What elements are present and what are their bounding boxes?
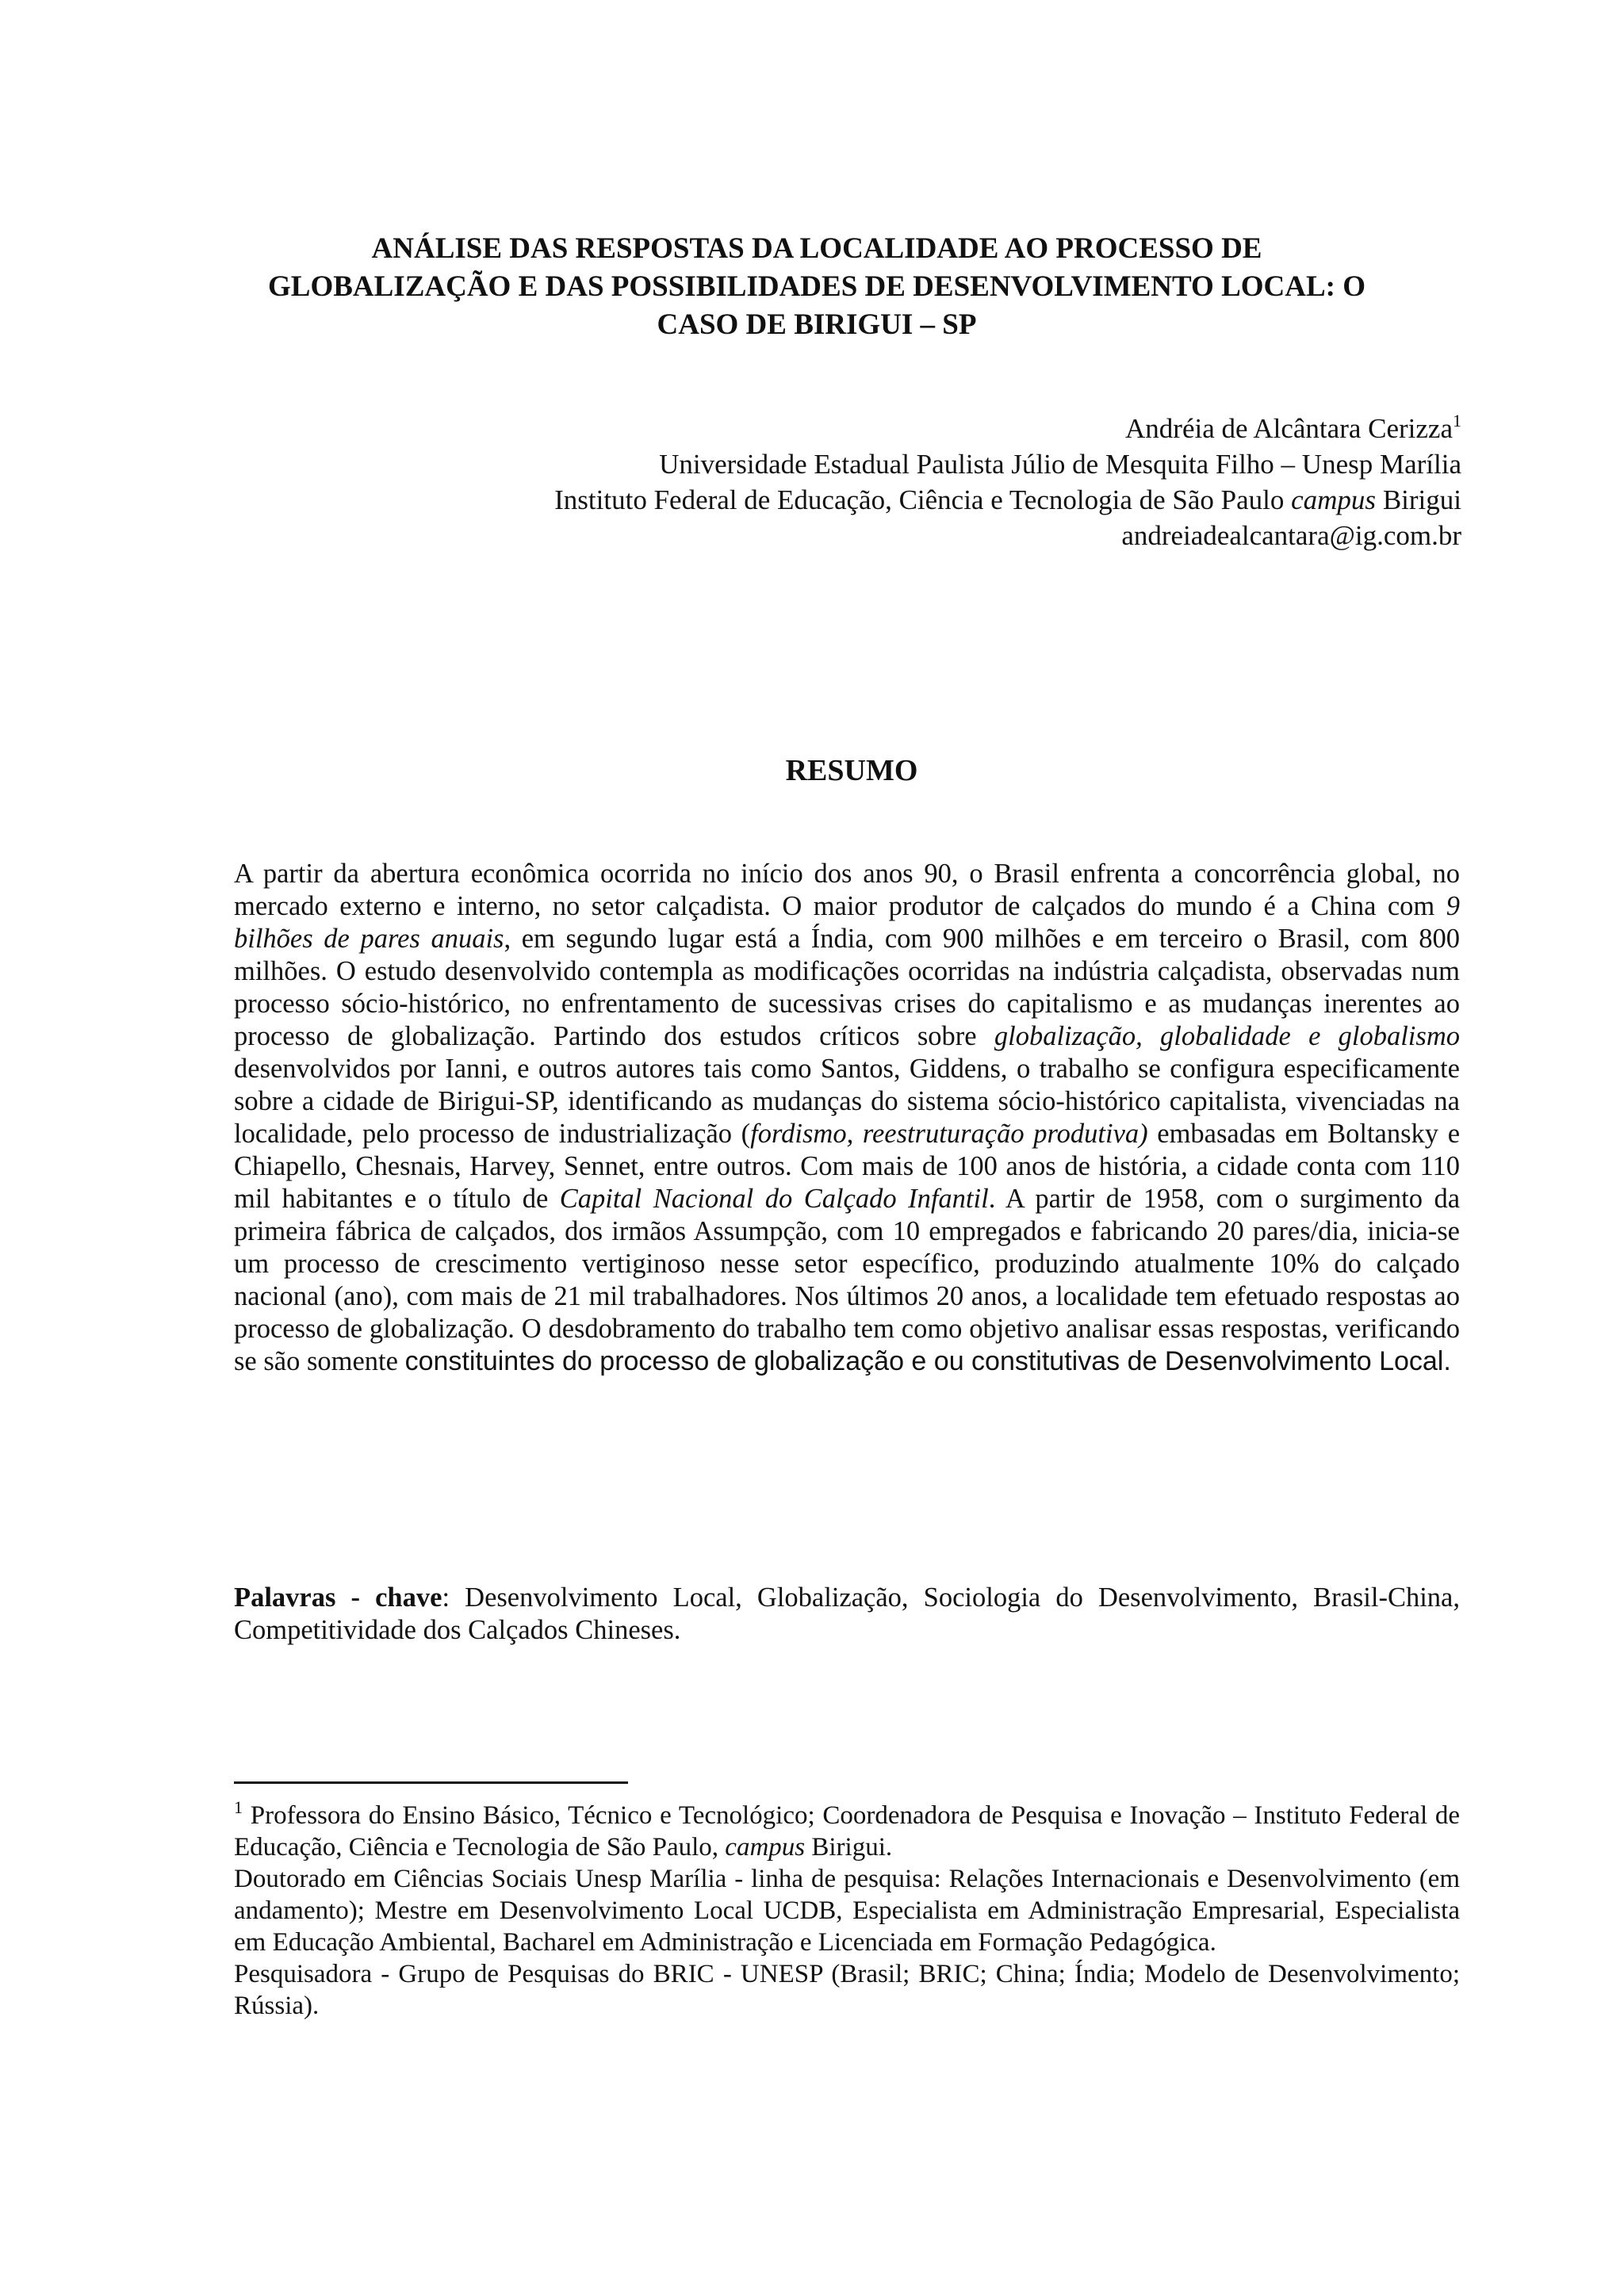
title-line-1: ANÁLISE DAS RESPOSTAS DA LOCALIDADE AO PROCESSO DE bbox=[371, 232, 1262, 265]
footnote-paragraph-3: Pesquisadora - Grupo de Pesquisas do BRIC - UNESP (Brasil; BRIC; China; Índia; Modelo de Desenvolvimento; Rússia). bbox=[234, 1960, 1460, 2020]
keywords-text: Desenvolvimento Local, Globalização, Sociologia do Desenvolvimento, Brasil-China, Competitividade dos Calçados Chineses. bbox=[234, 1582, 1460, 1645]
abstract-text-2: , em segundo lugar está a Índia, com 900 milhões e em terceiro o Brasil, com 800 milhões. O estudo desenvolvido contempla as modificações ocorridas na indústria calçadista, observadas num processo sócio-histórico, no enfrentamento de sucessivas crises do capitalismo e as mudanças inerentes ao processo de globalização. Partindo dos estudos críticos sobre bbox=[234, 924, 1461, 1051]
keywords-paragraph bbox=[234, 1582, 1460, 1647]
author-affiliation-2 bbox=[351, 482, 1461, 518]
abstract-italic-2: globalização, globalidade e globalismo bbox=[994, 1021, 1460, 1051]
footnote-separator bbox=[234, 1781, 628, 1784]
resumo-heading: RESUMO bbox=[785, 754, 918, 787]
title-line-2: GLOBALIZAÇÃO E DAS POSSIBILIDADES DE DESENVOLVIMENTO LOCAL: O bbox=[267, 270, 1365, 303]
footnote bbox=[234, 1797, 1460, 2022]
author-name: Andréia de Alcântara Cerizza bbox=[1125, 413, 1453, 444]
keywords-label: Palavras - chave bbox=[234, 1582, 442, 1613]
abstract-text-3: desenvolvidos por Ianni, e outros autores tais como Santos, Giddens, o trabalho se configura especificamente sobre a cidade de Birigui-SP, identificando as mudanças do sistema sócio-histórico capitalista, vivenciadas na localidade, pelo processo de industrialização ( bbox=[234, 1054, 1460, 1149]
abstract-text-6: constituintes do processo de globalização e ou constitutivas de Desenvolvimento Local. bbox=[404, 1346, 1451, 1376]
footnote-paragraph-2: Doutorado em Ciências Sociais Unesp Marília - linha de pesquisa: Relações Internacionais e Desenvolvimento (em andamento); Mestre em Desenvolvimento Local UCDB, Especialista em Administração Empresarial, Especialista em Educação Ambiental, Bacharel em Administração e Licenciada em Formação Pedagógica. bbox=[234, 1865, 1460, 1957]
author-email: andreiadealcantara@ig.com.br bbox=[1121, 520, 1461, 551]
title-line-3: CASO DE BIRIGUI – SP bbox=[657, 308, 977, 341]
abstract-italic-3: fordismo, reestruturação produtiva) bbox=[750, 1119, 1148, 1149]
abstract-text-5: . A partir de 1958, com o surgimento da primeira fábrica de calçados, dos irmãos Assumpção, com 10 empregados e fabricando 20 pares/dia, inicia-se um processo de crescimento vertiginoso nesse setor específico, produzindo atualmente 10% do calçado nacional (ano), com mais de 21 mil trabalhadores. Nos últimos 20 anos, a localidade tem efetuado respostas ao processo de globalização. O desdobramento do trabalho tem como objetivo analisar essas respostas, verificando se são somente bbox=[234, 1184, 1461, 1376]
keywords-colon: : bbox=[442, 1582, 450, 1613]
footnote-text-1-suffix: Birigui. bbox=[805, 1833, 893, 1862]
footnote-paragraph-1 bbox=[234, 1797, 1460, 1863]
footnote-mark: 1 bbox=[234, 1797, 243, 1817]
paper-title bbox=[230, 230, 1404, 344]
affiliation-2-suffix: Birigui bbox=[1376, 484, 1461, 515]
abstract-italic-4: Capital Nacional do Calçado Infantil bbox=[559, 1184, 989, 1214]
author-affiliation-1: Universidade Estadual Paulista Júlio de Mesquita Filho – Unesp Marília bbox=[659, 449, 1461, 480]
abstract-text-4: embasadas em Boltansky e Chiapello, Chesnais, Harvey, Sennet, entre outros. Com mais de 100 anos de história, a cidade conta com 110 mil habitantes e o título de bbox=[234, 1119, 1461, 1214]
affiliation-2-text: Instituto Federal de Educação, Ciência e Tecnologia de São Paulo bbox=[554, 484, 1292, 515]
author-block bbox=[351, 411, 1461, 553]
footnote-text-1: Professora do Ensino Básico, Técnico e Tecnológico; Coordenadora de Pesquisa e Inovação – Instituto Federal de Educação, Ciência e Tecnologia de São Paulo, bbox=[234, 1801, 1460, 1862]
author-name-line bbox=[351, 411, 1461, 446]
abstract-paragraph bbox=[234, 858, 1460, 1378]
abstract-text-1: A partir da abertura econômica ocorrida no início dos anos 90, o Brasil enfrenta a concorrência global, no mercado externo e interno, no setor calçadista. O maior produtor de calçados do mundo é a China com bbox=[234, 859, 1460, 921]
abstract-italic-1: 9 bilhões de pares anuais bbox=[234, 891, 1460, 954]
footnote-italic: campus bbox=[725, 1833, 806, 1862]
affiliation-2-italic: campus bbox=[1291, 484, 1377, 515]
author-footnote-mark: 1 bbox=[1453, 411, 1461, 430]
